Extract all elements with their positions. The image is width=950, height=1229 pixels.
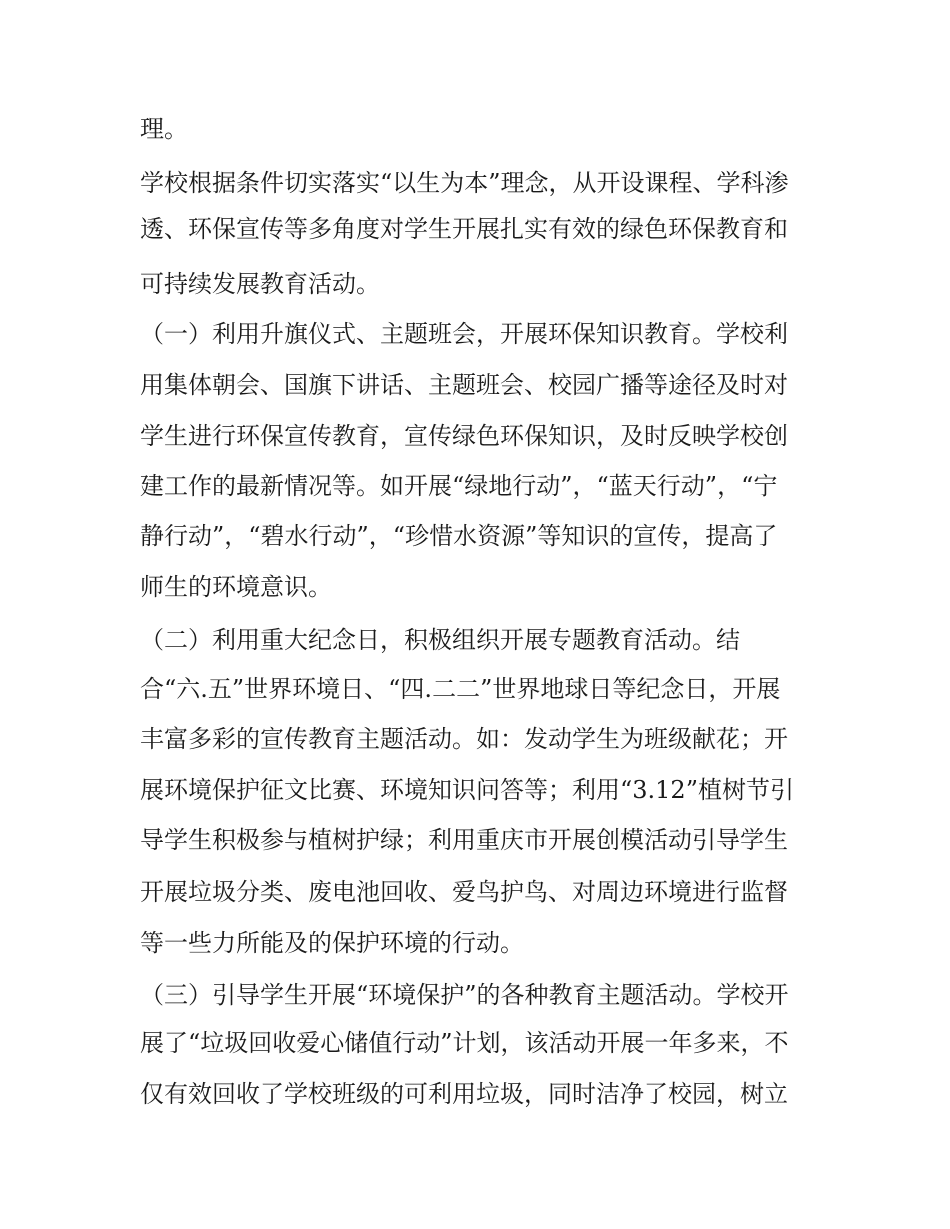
text-line: 师生的环境意识。 <box>140 573 332 601</box>
text-line: 合“六.五”世界环境日、“四.二二”世界地球日等纪念日，开展 <box>140 675 781 703</box>
text-line: 用集体朝会、国旗下讲话、主题班会、校园广播等途径及时对 <box>140 371 788 399</box>
text-line: 学生进行环保宣传教育，宣传绿色环保知识，及时反映学校创 <box>140 422 788 450</box>
text-line: 仅有效回收了学校班级的可利用垃圾，同时洁净了校园，树立 <box>140 1080 788 1108</box>
text-line: 展环境保护征文比赛、环境知识问答等；利用“3.12”植树节引 <box>140 776 794 804</box>
text-line: （二）利用重大纪念日，积极组织开展专题教育活动。结 <box>140 626 740 654</box>
text-line: 理。 <box>140 115 188 143</box>
text-line: 静行动”，“碧水行动”，“珍惜水资源”等知识的宣传，提高了 <box>140 522 778 550</box>
text-line: 学校根据条件切实落实“以生为本”理念，从开设课程、学科渗 <box>140 169 789 197</box>
text-line: （一）利用升旗仪式、主题班会，开展环保知识教育。学校利 <box>140 320 788 348</box>
text-line: 导学生积极参与植树护绿；利用重庆市开展创模活动引导学生 <box>140 826 788 854</box>
text-line: 展了“垃圾回收爱心储值行动”计划，该活动开展一年多来，不 <box>140 1029 789 1057</box>
text-line: 可持续发展教育活动。 <box>140 270 380 298</box>
text-line: 等一些力所能及的保护环境的行动。 <box>140 929 524 957</box>
text-line: （三）引导学生开展“环境保护”的各种教育主题活动。学校开 <box>140 981 789 1009</box>
text-line: 丰富多彩的宣传教育主题活动。如：发动学生为班级献花；开 <box>140 725 788 753</box>
text-line: 开展垃圾分类、废电池回收、爱鸟护鸟、对周边环境进行监督 <box>140 878 788 906</box>
text-line: 透、环保宣传等多角度对学生开展扎实有效的绿色环保教育和 <box>140 215 788 243</box>
text-line: 建工作的最新情况等。如开展“绿地行动”，“蓝天行动”，“宁 <box>140 472 778 500</box>
